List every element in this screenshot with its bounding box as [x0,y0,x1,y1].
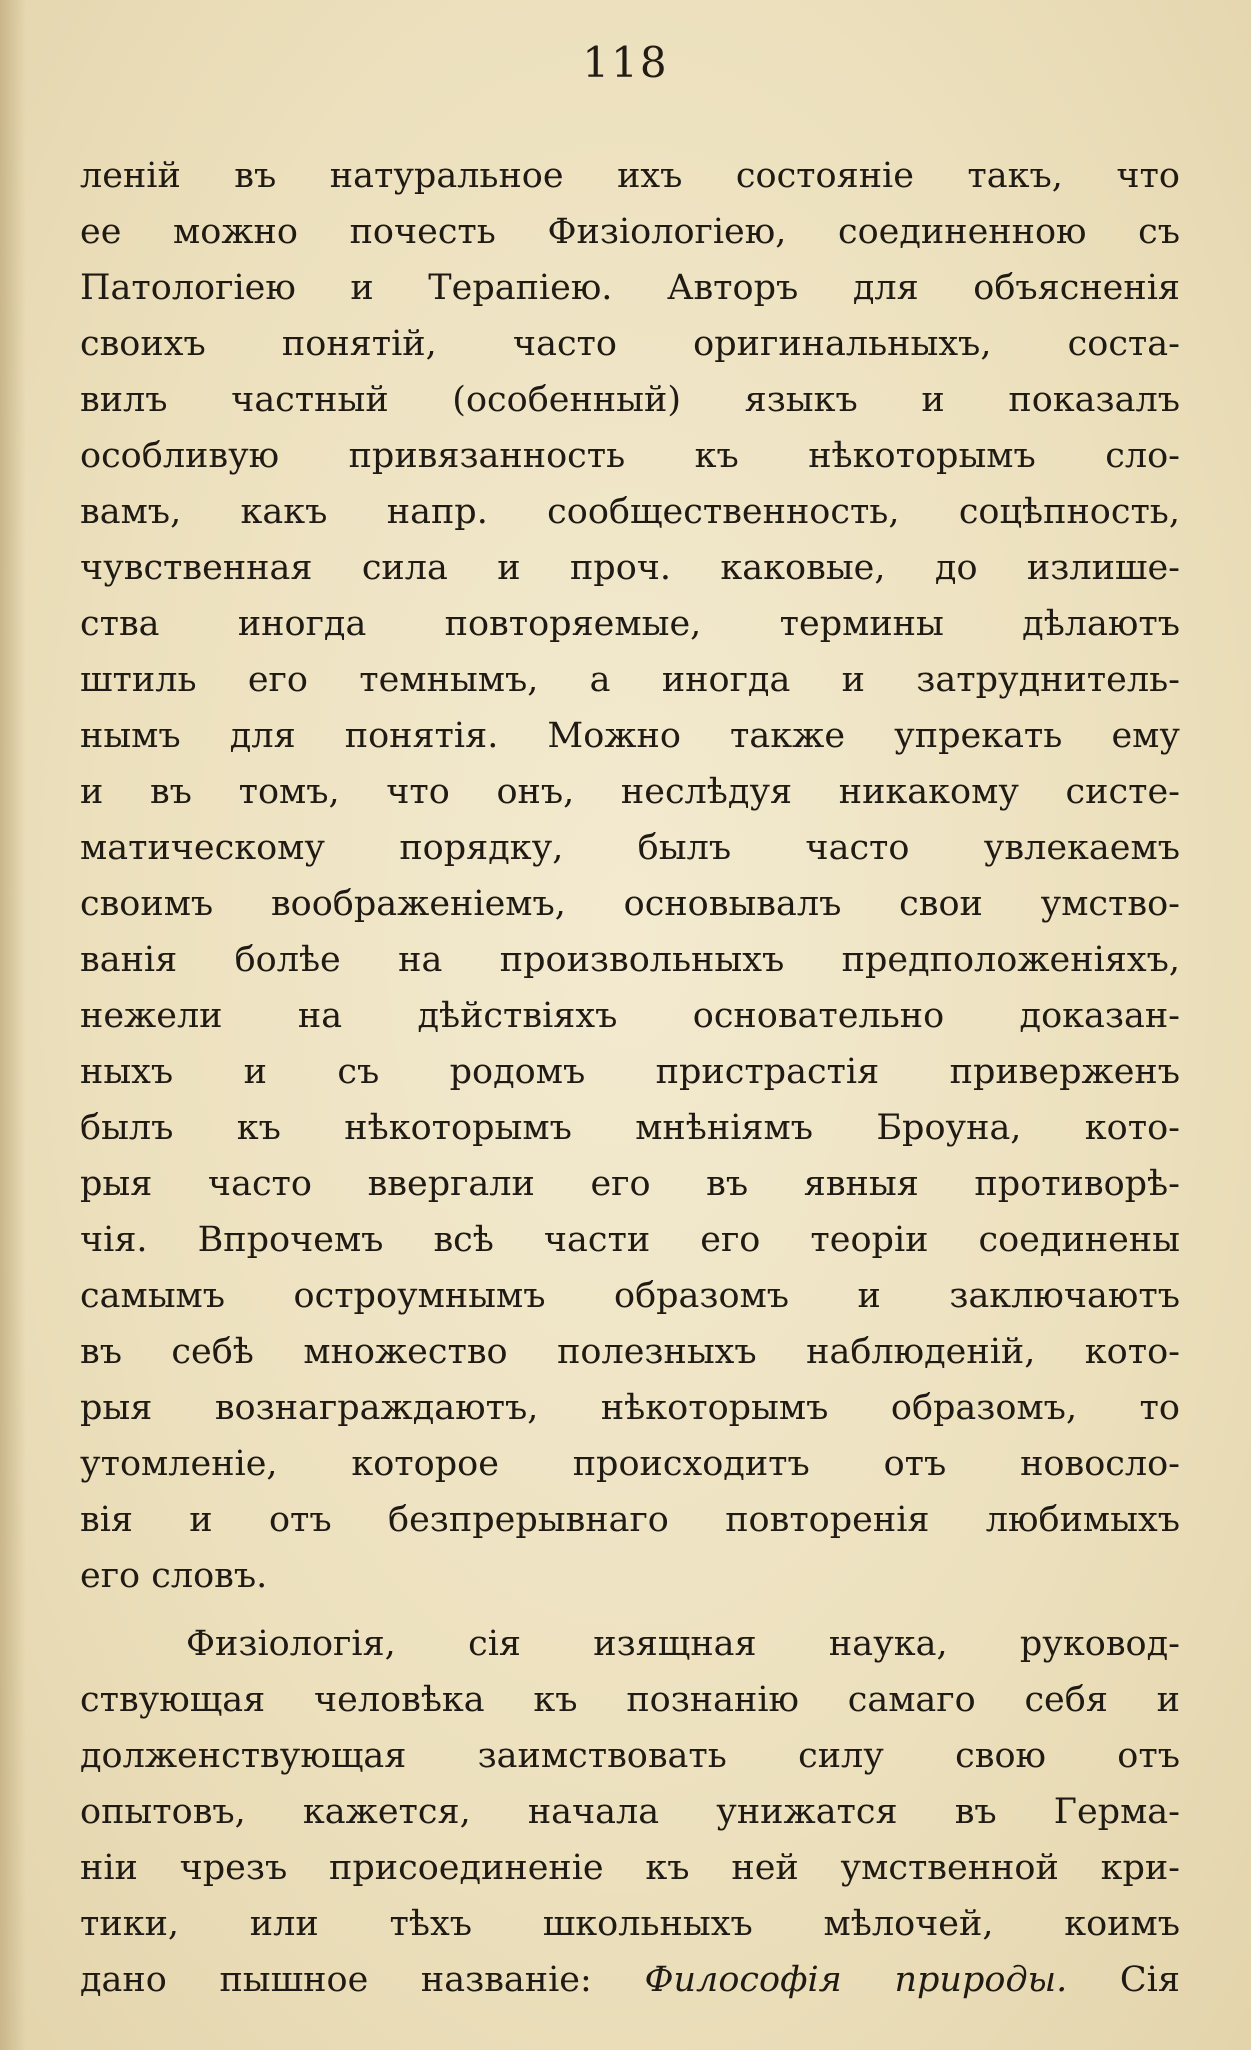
text-line: вилъ частный (особенный) языкъ и показалъ [80,380,1180,420]
text-line: его словъ. [80,1556,268,1596]
text-line: утомленіе, которое происходитъ отъ новосло- [80,1444,1180,1484]
text-line: нымъ для понятія. Можно также упрекать ему [80,716,1180,756]
text-line: долженствующая заимствовать силу свою отъ [80,1736,1180,1776]
text-line: ее можно почесть Физіологіею, соединенною съ [80,212,1180,252]
text-line: вамъ, какъ напр. сообщественность, соцѣпность, [80,492,1180,532]
final-line-italic-term: Философія природы. [644,1960,1068,2000]
text-line: ванія болѣе на произвольныхъ предположеніяхъ, [80,940,1180,980]
text-line: ніи чрезъ присоединеніе къ ней умственной кри- [80,1848,1180,1888]
text-line: Патологіею и Терапіею. Авторъ для объясненія [80,268,1180,308]
text-line: рыя вознаграждаютъ, нѣкоторымъ образомъ, то [80,1388,1180,1428]
paragraph-1 [80,148,1180,1604]
final-line-prefix: дано пышное названіе: [80,1960,592,2000]
text-line: ства иногда повторяемые, термины дѣлаютъ [80,604,1180,644]
final-line-suffix: Сія [1119,1960,1180,2000]
text-line: ствующая человѣка къ познанію самаго себя и [80,1680,1180,1720]
text-line: своихъ понятій, часто оригинальныхъ, соста- [80,324,1180,364]
paragraph-2 [80,1616,1180,2008]
text-line: ныхъ и съ родомъ пристрастія приверженъ [80,1052,1180,1092]
text-line-final [80,1952,1180,2008]
text-line: и въ томъ, что онъ, неслѣдуя никакому систе- [80,772,1180,812]
text-line: своимъ воображеніемъ, основывалъ свои умство- [80,884,1180,924]
text-line: леній въ натуральное ихъ состояніе такъ, что [80,156,1180,196]
text-line: чія. Впрочемъ всѣ части его теоріи соединены [80,1220,1180,1260]
text-line: рыя часто ввергали его въ явныя противорѣ- [80,1164,1180,1204]
text-line: Физіологія, сія изящная наука, руковод- [186,1624,1180,1664]
text-line: нежели на дѣйствіяхъ основательно доказан- [80,996,1180,1036]
text-line: особливую привязанность къ нѣкоторымъ сло- [80,436,1180,476]
page-number: 118 [582,38,669,87]
text-line: чувственная сила и проч. каковые, до излише- [80,548,1180,588]
text-line: штиль его темнымъ, а иногда и затруднитель- [80,660,1180,700]
text-line: тики, или тѣхъ школьныхъ мѣлочей, коимъ [80,1904,1180,1944]
text-line: матическому порядку, былъ часто увлекаемъ [80,828,1180,868]
text-line: вія и отъ безпрерывнаго повторенія любимыхъ [80,1500,1180,1540]
text-line: опытовъ, кажется, начала унижатся въ Герма- [80,1792,1180,1832]
spine-shadow [0,0,26,2050]
text-line: самымъ остроумнымъ образомъ и заключаютъ [80,1276,1180,1316]
text-line: въ себѣ множество полезныхъ наблюденій, кото- [80,1332,1180,1372]
text-line: былъ къ нѣкоторымъ мнѣніямъ Броуна, кото- [80,1108,1180,1148]
text-block [80,148,1180,2008]
